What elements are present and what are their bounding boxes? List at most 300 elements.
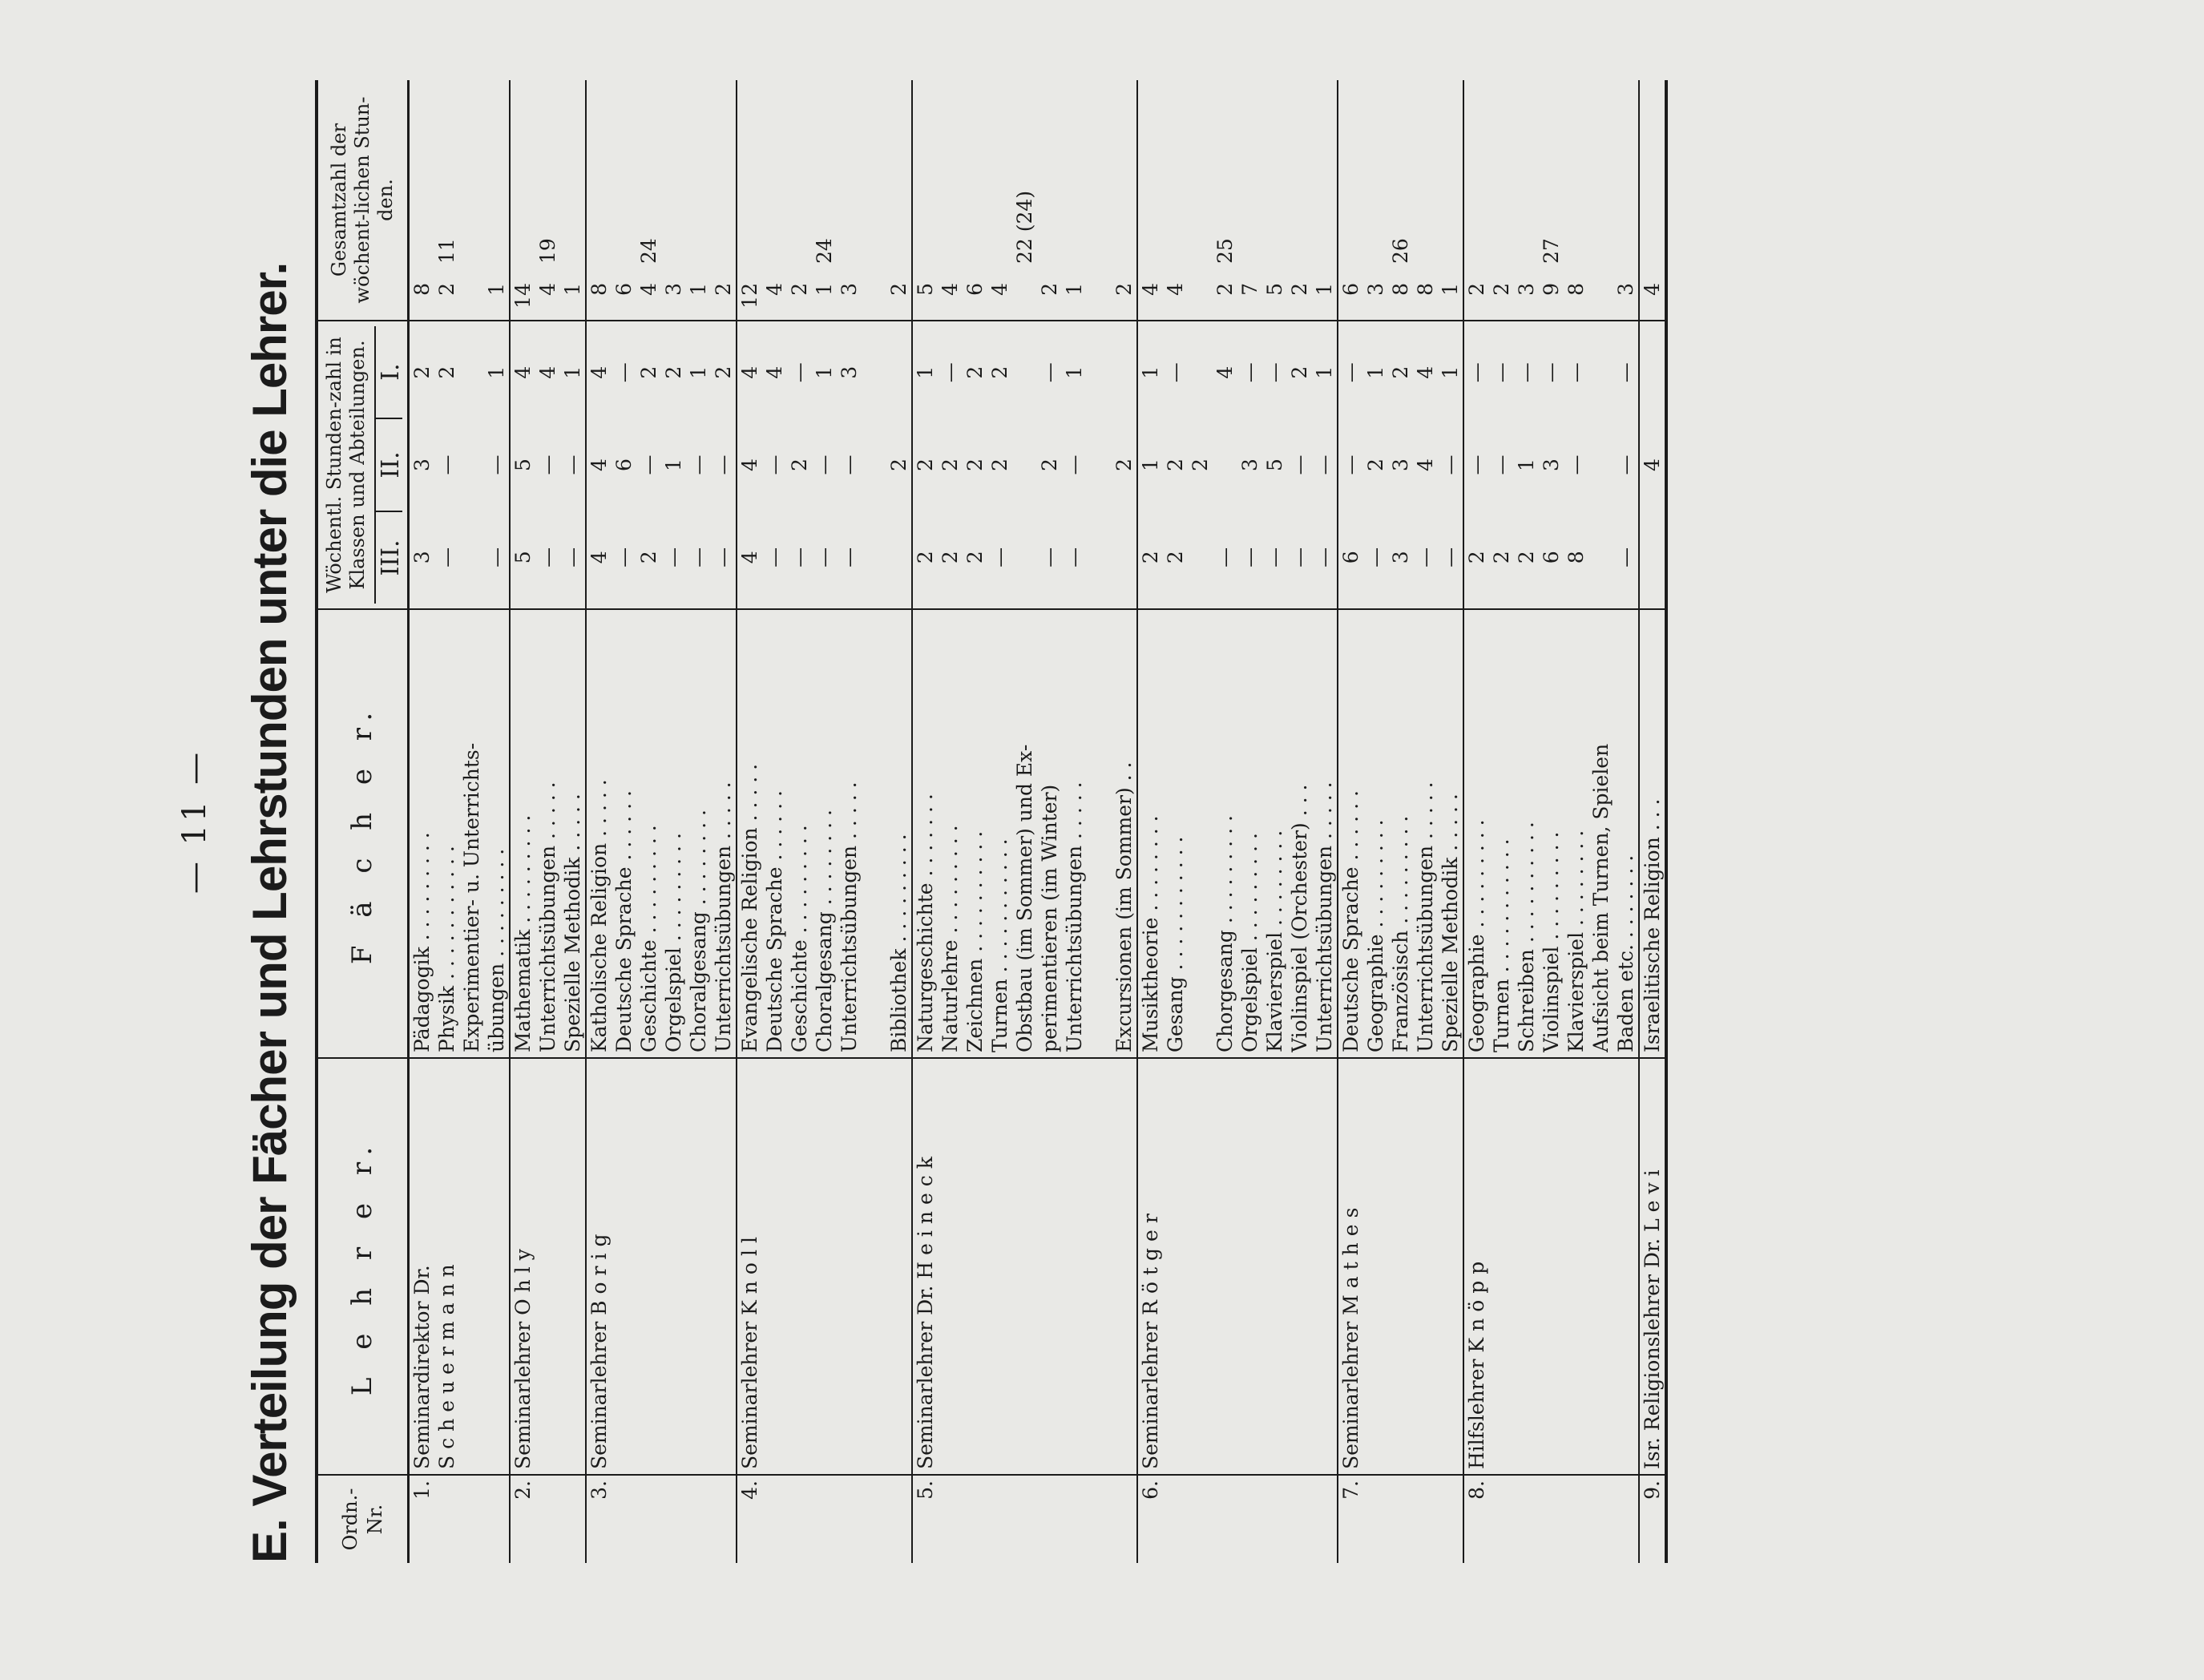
class-hours-value xyxy=(1087,418,1112,511)
class-hours-value: — xyxy=(712,454,735,475)
class-hours-cell xyxy=(1338,321,1463,609)
total-line xyxy=(1539,85,1564,315)
class-hours-value: — xyxy=(1038,547,1061,567)
class-hours-value: — xyxy=(1414,547,1437,567)
teacher-name: Ohly xyxy=(511,1242,535,1315)
teacher-name: Rötger xyxy=(1139,1207,1162,1315)
class-hours-value: 6 xyxy=(612,458,636,471)
class-hours-value: 2 xyxy=(988,365,1011,379)
subject-line: Experimentier- u. Unterrichts- xyxy=(460,742,483,1052)
subject-line: Obstbau (im Sommer) und Ex- xyxy=(1013,744,1036,1052)
class-hours-value: 3 xyxy=(1540,458,1563,471)
class-hours-value: 3 xyxy=(838,365,861,379)
class-hours-value xyxy=(459,511,484,604)
class-hours-value: 2 xyxy=(1364,458,1387,471)
total-line xyxy=(711,85,736,315)
class-hours-value: 2 xyxy=(887,458,910,471)
class-hours-value xyxy=(862,511,886,604)
total-value: 4 xyxy=(988,283,1011,296)
total-value: 8 xyxy=(1564,283,1588,296)
header-teacher: L e h r e r. xyxy=(317,1058,409,1475)
total-value: 2 xyxy=(1490,283,1513,296)
class-hours-value xyxy=(1640,511,1665,604)
class-hours-line xyxy=(1489,326,1514,604)
class-hours-value: 1 xyxy=(1139,458,1162,471)
subject-line: Unterrichtsübungen . . . . . xyxy=(1063,781,1086,1052)
class-hours-value: 3 xyxy=(410,458,434,471)
class-hours-value: 1 xyxy=(561,365,584,379)
row-number: 1. xyxy=(409,1475,511,1563)
class-hours-line xyxy=(938,326,963,604)
total-line xyxy=(1037,85,1062,315)
class-hours-line xyxy=(1464,326,1489,604)
table-body xyxy=(409,80,1667,1563)
class-hours-line xyxy=(1564,326,1588,604)
class-hours-value xyxy=(1112,511,1136,604)
total-cell xyxy=(912,80,1137,321)
total-line xyxy=(587,85,612,315)
total-line xyxy=(1237,85,1262,315)
class-hours-value: 2 xyxy=(435,365,458,379)
total-line xyxy=(963,85,987,315)
subject-line: Geschichte . . . . . . . . . xyxy=(788,825,811,1052)
total-line xyxy=(661,85,686,315)
subject-line: Physik . . . . . . . . . . . xyxy=(435,846,458,1052)
total-value: 2 xyxy=(435,283,458,296)
row-number: 6. xyxy=(1137,1475,1338,1563)
class-hours-value xyxy=(1012,326,1037,418)
row-number: 7. xyxy=(1338,1475,1463,1563)
total-line xyxy=(1262,85,1287,315)
class-hours-cell xyxy=(737,321,912,609)
class-hours-value: — xyxy=(485,454,508,475)
table-row xyxy=(1639,80,1666,1563)
class-hours-value: 4 xyxy=(511,365,535,379)
class-hours-value: — xyxy=(1564,362,1588,383)
class-hours-value: — xyxy=(1063,454,1086,475)
class-hours-cell xyxy=(510,321,586,609)
subject-line: Geographie . . . . . . . . . xyxy=(1364,819,1387,1052)
group-total: 19 xyxy=(536,238,559,264)
subject-line: übungen . . . . . . . . . xyxy=(485,848,508,1052)
class-hours-value: 2 xyxy=(939,551,962,564)
subjects-cell xyxy=(1338,609,1463,1058)
class-hours-line xyxy=(1413,326,1438,604)
total-line xyxy=(1388,85,1413,315)
class-hours-value: 2 xyxy=(914,458,937,471)
teacher-title: Seminarlehrer xyxy=(738,1321,761,1469)
class-hours-value: — xyxy=(1540,362,1563,383)
subject-line: Orgelspiel . . . . . . . . . xyxy=(1238,833,1261,1052)
class-hours-line xyxy=(1112,326,1136,604)
header-total: Gesamtzahl der wöchent-lichen Stun-den. xyxy=(317,80,409,321)
teacher-title: Seminarlehrer Dr. xyxy=(914,1285,937,1469)
class-hours-line xyxy=(1539,326,1564,604)
total-cell xyxy=(586,80,737,321)
total-line xyxy=(1564,85,1588,315)
total-line xyxy=(1438,85,1463,315)
class-hours-value: 2 xyxy=(914,551,937,564)
header-weekly xyxy=(317,321,409,609)
subject-line: Baden etc. . . . . . . . xyxy=(1614,854,1637,1052)
class-hours-value xyxy=(886,326,911,418)
class-hours-line xyxy=(1588,326,1613,604)
class-hours-line xyxy=(913,326,938,604)
total-value: 8 xyxy=(587,283,611,296)
class-hours-value: — xyxy=(561,547,584,567)
total-value: 2 xyxy=(1112,283,1136,296)
class-hours-value: — xyxy=(1213,547,1237,567)
class-hours-value: 2 xyxy=(712,365,735,379)
class-hours-value: 2 xyxy=(410,365,434,379)
subject-line: Violinspiel . . . . . . . . . xyxy=(1540,831,1563,1052)
class-hours-value: — xyxy=(1439,547,1462,567)
subject-line: Deutsche Sprache . . . . . . xyxy=(612,790,636,1052)
table-row xyxy=(409,80,511,1563)
total-line xyxy=(1188,85,1213,315)
class-hours-line xyxy=(812,326,837,604)
teacher-cell xyxy=(586,1058,737,1475)
class-hours-value: 1 xyxy=(1364,365,1387,379)
subject-line xyxy=(1087,615,1112,1052)
class-hours-line xyxy=(459,326,484,604)
class-hours-value: — xyxy=(838,454,861,475)
class-hours-value xyxy=(1588,418,1613,511)
class-hours-value: — xyxy=(1313,547,1336,567)
class-hours-value: — xyxy=(1364,547,1387,567)
class-hours-cell xyxy=(409,321,511,609)
subject-line: Spezielle Methodik . . . . . xyxy=(561,794,584,1052)
class-hours-value: — xyxy=(435,454,458,475)
total-line xyxy=(535,85,560,315)
total-value xyxy=(1588,283,1613,315)
class-hours-cell xyxy=(1463,321,1639,609)
total-value: 3 xyxy=(1614,283,1637,296)
subject-line: Aufsicht beim Turnen, Spielen xyxy=(1589,743,1613,1052)
class-hours-value xyxy=(886,511,911,604)
class-hours-value: 2 xyxy=(1164,458,1187,471)
teacher-cell xyxy=(1639,1058,1666,1475)
total-value: 3 xyxy=(662,283,685,296)
class-hours-value: — xyxy=(763,547,786,567)
class-hours-value: 5 xyxy=(511,458,535,471)
subject-line: Katholische Religion . . . . . xyxy=(587,779,611,1052)
class-hours-value: — xyxy=(838,547,861,567)
class-hours-cell xyxy=(912,321,1137,609)
class-hours-value: 4 xyxy=(587,458,611,471)
group-total: 24 xyxy=(813,238,836,264)
teacher-name: Knöpp xyxy=(1465,1254,1488,1353)
table-row xyxy=(912,80,1137,1563)
class-hours-value: 8 xyxy=(1564,551,1588,564)
subjects-cell xyxy=(586,609,737,1058)
total-line xyxy=(612,85,636,315)
total-line xyxy=(938,85,963,315)
total-line xyxy=(837,85,862,315)
class-hours-value: 2 xyxy=(1139,551,1162,564)
teacher-name: Mathes xyxy=(1339,1201,1362,1315)
total-value: 2 xyxy=(1465,283,1488,296)
class-hours-line xyxy=(1262,326,1287,604)
subject-line xyxy=(862,615,886,1052)
class-hours-value: 4 xyxy=(536,365,559,379)
class-hours-value: — xyxy=(687,547,710,567)
total-value xyxy=(1012,283,1037,315)
subject-line: Turnen . . . . . . . . . . . xyxy=(1490,838,1513,1052)
total-cell xyxy=(1463,80,1639,321)
total-line xyxy=(410,85,434,315)
class-hours-value: — xyxy=(612,547,636,567)
group-total: 11 xyxy=(435,238,458,264)
class-hours-cell xyxy=(586,321,737,609)
class-hours-line xyxy=(1287,326,1312,604)
class-hours-value: 2 xyxy=(637,551,660,564)
subject-line: Violinspiel (Orchester) . . . xyxy=(1288,784,1311,1052)
class-hours-value xyxy=(1012,511,1037,604)
class-hours-value xyxy=(1188,326,1213,418)
class-hours-line xyxy=(762,326,787,604)
class-hours-value: 1 xyxy=(485,365,508,379)
total-value: 2 xyxy=(1213,283,1237,296)
subject-line: Excursionen (im Sommer) . . xyxy=(1112,761,1136,1052)
total-cell xyxy=(1639,80,1666,321)
class-hours-value: — xyxy=(1288,454,1311,475)
class-hours-value: 4 xyxy=(763,365,786,379)
class-hours-value: — xyxy=(1490,454,1513,475)
class-hours-line xyxy=(711,326,736,604)
subject-line: Mathematik . . . . . . . . . xyxy=(511,814,535,1052)
class-hours-line xyxy=(410,326,434,604)
teacher-title: Hilfslehrer xyxy=(1465,1359,1488,1469)
total-line xyxy=(1413,85,1438,315)
subject-line xyxy=(1188,615,1213,1052)
total-value: 1 xyxy=(1313,283,1336,296)
total-value: 6 xyxy=(1339,283,1362,296)
total-value: 1 xyxy=(561,283,584,296)
total-line xyxy=(1213,85,1237,315)
subject-line: Unterrichtsübungen . . . . . xyxy=(1414,781,1437,1052)
total-cell xyxy=(737,80,912,321)
class-hours-value: — xyxy=(988,547,1011,567)
teacher-cell xyxy=(912,1058,1137,1475)
class-hours-value: 1 xyxy=(1063,365,1086,379)
class-hours-line xyxy=(587,326,612,604)
class-hours-line xyxy=(1640,326,1665,604)
class-hours-value: 1 xyxy=(914,365,937,379)
class-hours-line xyxy=(1363,326,1388,604)
total-value: 7 xyxy=(1238,283,1261,296)
subjects-cell xyxy=(1137,609,1338,1058)
total-value xyxy=(459,283,484,315)
class-hours-line xyxy=(1237,326,1262,604)
class-hours-line xyxy=(484,326,509,604)
subject-line: Unterrichtsübungen . . . . . xyxy=(712,781,735,1052)
class-hours-value xyxy=(1588,511,1613,604)
class-hours-value: — xyxy=(1164,362,1187,383)
class-hours-value: — xyxy=(1238,547,1261,567)
total-line xyxy=(812,85,837,315)
class-hours-value: 2 xyxy=(1490,551,1513,564)
total-value: 1 xyxy=(813,283,836,296)
group-total: 26 xyxy=(1389,238,1412,264)
class-hours-value: — xyxy=(1263,362,1286,383)
header-class-ii: II. xyxy=(376,418,402,511)
total-value xyxy=(862,283,886,315)
class-hours-value: 1 xyxy=(662,458,685,471)
group-total: 22 (24) xyxy=(1013,190,1036,264)
total-line xyxy=(511,85,535,315)
group-total: 27 xyxy=(1540,238,1563,264)
total-value: 3 xyxy=(1364,283,1387,296)
class-hours-value: — xyxy=(1465,362,1488,383)
class-hours-value: — xyxy=(813,547,836,567)
subject-line: Turnen . . . . . . . . . . . xyxy=(988,838,1011,1052)
subject-line: Schreiben . . . . . . . . . . xyxy=(1515,822,1538,1052)
total-value: 1 xyxy=(1063,283,1086,296)
table-row xyxy=(1463,80,1639,1563)
class-hours-value: — xyxy=(1339,454,1362,475)
total-line xyxy=(1112,85,1136,315)
class-hours-value: 1 xyxy=(1515,458,1538,471)
subjects-cell xyxy=(912,609,1137,1058)
teacher-title: Seminarlehrer xyxy=(1139,1321,1162,1469)
row-number: 5. xyxy=(912,1475,1137,1563)
teacher-cell xyxy=(409,1058,511,1475)
teacher-cell xyxy=(1338,1058,1463,1475)
subject-line: Bibliothek . . . . . . . . . xyxy=(887,834,910,1052)
subject-line: Chorgesang . . . . . . . . . xyxy=(1213,815,1237,1052)
total-line xyxy=(787,85,812,315)
header-weekly-label: Wöchentl. Stunden-zahl in Klassen und Abteilungen. xyxy=(323,337,369,593)
total-value: 6 xyxy=(612,283,636,296)
class-hours-value: — xyxy=(1614,547,1637,567)
row-number: 9. xyxy=(1639,1475,1666,1563)
class-hours-value: 5 xyxy=(1263,458,1286,471)
class-hours-value: 4 xyxy=(738,365,761,379)
subject-line: Geographie . . . . . . . . . xyxy=(1465,819,1488,1052)
total-line xyxy=(1489,85,1514,315)
total-line xyxy=(484,85,509,315)
class-hours-value: 2 xyxy=(1465,551,1488,564)
class-hours-value: — xyxy=(536,547,559,567)
teacher-name: Levi xyxy=(1641,1163,1664,1232)
total-value: 2 xyxy=(712,283,735,296)
class-hours-value xyxy=(459,326,484,418)
class-hours-value xyxy=(1213,418,1237,511)
class-hours-value: 1 xyxy=(687,365,710,379)
class-hours-line xyxy=(737,326,762,604)
table-row xyxy=(1338,80,1463,1563)
class-hours-line xyxy=(1062,326,1087,604)
subject-line: Französisch . . . . . . . . . xyxy=(1389,815,1412,1052)
header-class-iii: III. xyxy=(376,511,402,604)
class-hours-line xyxy=(1514,326,1539,604)
class-hours-value: 2 xyxy=(1389,365,1412,379)
subjects-cell xyxy=(1639,609,1666,1058)
class-hours-line xyxy=(535,326,560,604)
total-value: 12 xyxy=(738,283,761,309)
teacher-title: Seminarlehrer xyxy=(587,1321,611,1469)
total-line xyxy=(1514,85,1539,315)
teacher-cell xyxy=(1137,1058,1338,1475)
class-hours-value: — xyxy=(1465,454,1488,475)
class-hours-value: — xyxy=(1288,547,1311,567)
class-hours-line xyxy=(636,326,661,604)
subject-line: Unterrichtsübungen . . . . . xyxy=(838,781,861,1052)
class-hours-value: — xyxy=(939,362,962,383)
class-hours-line xyxy=(686,326,711,604)
class-hours-value: 4 xyxy=(1213,365,1237,379)
total-line xyxy=(1163,85,1188,315)
class-hours-value: 2 xyxy=(1288,365,1311,379)
header-subjects: F ä c h e r. xyxy=(317,609,409,1058)
class-hours-value: — xyxy=(662,547,685,567)
class-hours-value: 3 xyxy=(1238,458,1261,471)
subject-line: Orgelspiel . . . . . . . . . xyxy=(662,833,685,1052)
subject-line: Evangelische Religion . . . . . xyxy=(738,763,761,1052)
class-hours-line xyxy=(1037,326,1062,604)
class-hours-value: — xyxy=(813,454,836,475)
class-hours-line xyxy=(1613,326,1638,604)
group-total: 25 xyxy=(1213,238,1237,264)
page-number: — 11 — xyxy=(176,749,213,895)
subject-line: Deutsche Sprache . . . . . . xyxy=(763,790,786,1052)
table-row xyxy=(1137,80,1338,1563)
total-value: 3 xyxy=(838,283,861,296)
class-hours-line xyxy=(987,326,1012,604)
class-hours-value xyxy=(1588,326,1613,418)
class-hours-line xyxy=(963,326,987,604)
table-row xyxy=(737,80,912,1563)
class-hours-value: — xyxy=(1490,362,1513,383)
total-line xyxy=(1012,85,1037,315)
class-columns-header xyxy=(374,326,405,604)
total-value: 14 xyxy=(511,283,535,309)
class-hours-value: 1 xyxy=(813,365,836,379)
class-hours-value xyxy=(862,418,886,511)
subject-line: Unterrichtsübungen . . . . . xyxy=(536,781,559,1052)
class-hours-value xyxy=(1087,326,1112,418)
row-number: 4. xyxy=(737,1475,912,1563)
total-value: 5 xyxy=(914,283,937,296)
subjects-cell xyxy=(409,609,511,1058)
subject-line: Deutsche Sprache . . . . . . xyxy=(1339,790,1362,1052)
class-hours-value: 2 xyxy=(788,458,811,471)
total-value xyxy=(1188,283,1213,315)
class-hours-value: — xyxy=(1515,362,1538,383)
teacher-table xyxy=(315,80,1668,1563)
class-hours-value: — xyxy=(1439,454,1462,475)
total-value: 3 xyxy=(1515,283,1538,296)
total-line xyxy=(1287,85,1312,315)
class-hours-line xyxy=(661,326,686,604)
total-line xyxy=(636,85,661,315)
class-hours-value xyxy=(1012,418,1037,511)
subject-line: Spezielle Methodik . . . . . xyxy=(1439,794,1462,1052)
subject-line: Klavierspiel . . . . . . . . xyxy=(1564,830,1588,1052)
total-cell xyxy=(1137,80,1338,321)
subject-line: Pädagogik . . . . . . . . . xyxy=(410,832,434,1052)
total-value: 4 xyxy=(939,283,962,296)
total-line xyxy=(560,85,585,315)
class-hours-value: 1 xyxy=(1439,365,1462,379)
row-number: 3. xyxy=(586,1475,737,1563)
subject-line: Israelitische Religion . . . xyxy=(1641,798,1664,1052)
total-value: 4 xyxy=(1139,283,1162,296)
teacher-cell xyxy=(737,1058,912,1475)
class-hours-line xyxy=(837,326,862,604)
total-value: 4 xyxy=(1641,283,1664,296)
